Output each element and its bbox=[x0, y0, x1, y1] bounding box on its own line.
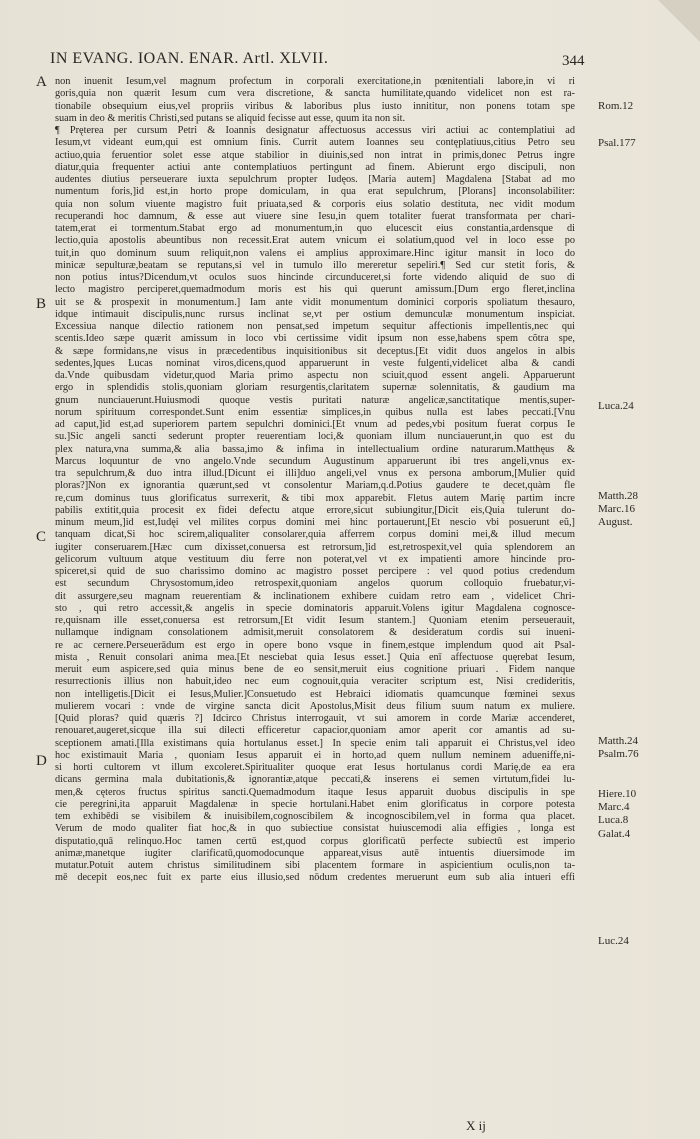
text-line: disputatio,quā relinquo.Hoc tamen certū est,quod corpus glorificatū perfecte subiectū est imperio bbox=[55, 835, 575, 847]
text-line: tem exhibēdi se visibilem & inuisibilem,cognoscibilem & incognoscibilem,vel in forma qua placet. bbox=[55, 811, 575, 822]
margin-ref-psalm: Psal.177 bbox=[598, 137, 636, 149]
text-line: Iesum,vt videant eum,qui est omnium finis. Currit autem Ioannes seu contęplatiuus,citius Petro seu bbox=[55, 137, 575, 149]
text-line: ploras?]Non ex ignorantia quærunt,sed vt consolentur Mariam,q.d.Potius gaudere te decet,quàm fle bbox=[55, 480, 575, 492]
text-line: lecto magistro perciperet,quemadmodum moris est his qui querunt amissum.[Dum ergo fleret,inclina bbox=[55, 284, 575, 296]
text-line: su.]Sic angeli sancti sederunt propter reuerentiam loci,& quoniam illum nunciauerunt,in quo est du bbox=[55, 431, 575, 443]
text-line: est secundum Chrysostomum,ideo retrospexit,quoniam angelos quorum colloquio fruebatur,vi- bbox=[55, 578, 575, 590]
folded-corner bbox=[658, 0, 700, 42]
running-title: IN EVANG. IOAN. ENAR. Artl. XLVII. bbox=[50, 50, 329, 67]
text-line: mulierem vocari : vnde de virgine sancta dicit Apostolus,Misit deus filium suum natum ex muliere. bbox=[55, 700, 575, 712]
text-line: diatur,quia frequenter actiui ante contemplatiuos pertingunt ad finem. Abierunt ergo discipuli, non bbox=[55, 161, 575, 173]
margin-ref-mark: Marc.16 bbox=[598, 503, 635, 515]
margin-ref-jeremiah: Hiere.10 bbox=[598, 788, 637, 800]
text-line: goris,quia non quærit Iesum cum vera discretione, & sancta humilitate,quando videlicet non est ra- bbox=[55, 88, 575, 100]
text-line: dit assurgere,seu magnam reuerentiam & inclinationem exhibere cuidam retro eam , videlicet Chri- bbox=[55, 590, 575, 602]
text-line: plex natura,vna summa,& alia bassa,imo & infima in intellectualium ordine naturarum.Matthęus & bbox=[55, 443, 575, 455]
text-line: gnum nunciauerunt.Huiusmodi quoque vestis puritati naturæ angelicæ,sanctitatique mentis,super- bbox=[55, 394, 575, 406]
text-line: actiuo,quia feruentior solet esse atque stabilior in diuinis,sed non intrat in primis,donec Petrus ingre bbox=[55, 149, 575, 161]
text-line: sceptionem amati.[Illa existimans quia hortulanus esset.] In specie enim tali apparuit ei Christus,vel ideo bbox=[55, 737, 575, 749]
section-letter-c: C bbox=[36, 529, 47, 545]
margin-ref-romans: Rom.12 bbox=[598, 100, 634, 112]
signature-mark: X ij bbox=[466, 1118, 486, 1133]
text-line: tuit,in quo dominum suum reliquit,non valens ei amplius approximare.Hinc igitur mansit in loco do bbox=[55, 247, 575, 259]
text-line: scentis.Ideo sæpe quærit amissum in loco vbi certissime vidit ipsum non esse,habens spem cõtra spe, bbox=[55, 333, 575, 345]
text-line: renouaret,augeret,sicque illa sui dilecti efficeretur capacior,quoniam amor aperit cor amantis ad su- bbox=[55, 725, 575, 737]
text-line: idque intimauit discipulis,nunc rursus inclinat se,vt per ostium demunculæ monumentum inspiciat. bbox=[55, 308, 575, 320]
text-line: minicæ sepulturæ,beatam se reputans,si vel in tumulo illo mereretur sepeliri.¶ Sed cur stetit foris, & bbox=[55, 259, 575, 271]
margin-ref-matthew-24: Matth.24 bbox=[598, 735, 639, 747]
text-line: numentum foris,]id est,in horto prope domiculam, in qua erat sepulchrum, [Plorans] inconsolabiliter: bbox=[55, 186, 575, 198]
text-line: cie peregrini,ita apparuit Magdalenæ in specie hortulani.Habet enim glorificatus in corpore potesta bbox=[55, 798, 575, 810]
text-line: hoc existimauit Maria , quoniam Iesus apparuit ei in horto,ad quem nullum neminem adueniffe,ni- bbox=[55, 749, 575, 761]
margin-ref-luke: Luca.24 bbox=[598, 400, 634, 412]
text-line: Verum de modo qualiter fiat hoc,& in quo subiectiue consistat huiuscemodi alia effigies , longa est bbox=[55, 823, 575, 835]
text-line: [Quid ploras? quid quæris ?] Idcirco Christus interrogauit, vt sui amorem in corde Mariæ accenderet, bbox=[55, 713, 575, 724]
margin-ref-mark-4: Marc.4 bbox=[598, 801, 630, 813]
text-line: minum meum,]id est,Iudęi vel milites corpus domini mei hinc portauerunt,[Et nescio vbi posuerunt eũ,] bbox=[55, 517, 575, 528]
text-line: re,quisnam ille esset,conuersa est retrorsum,[Et vidit Iesum stantem.] Quoniam etenim perseuerauit, bbox=[55, 615, 575, 626]
margin-ref-augustine: August. bbox=[598, 516, 633, 528]
text-line: & sæpe formidans,ne visus in præcedentibus inquisitionibus sit deceptus.[Et vidit duos angelos in albis bbox=[55, 345, 575, 357]
text-line: sedentes,]ques Lucas nominat viros,dicens,quod apparuerunt in veste fulgenti,videlicet alba & candi bbox=[55, 357, 575, 369]
text-line: nullamque indignam consolationem admisit,meruit consolatorem & desideratum cordis sui inueni- bbox=[55, 627, 575, 639]
section-letter-a: A bbox=[36, 74, 47, 90]
running-head bbox=[50, 50, 650, 72]
commentary-text bbox=[55, 76, 575, 885]
text-line: mē decepit eos,nec fuit ex parte eius illusio,sed nōdum credentes meruerunt eum sub alia intueri effi bbox=[55, 872, 575, 884]
margin-ref-psalm-76: Psalm.76 bbox=[598, 748, 639, 760]
text-line: tra sepulchrum,& duo intra illud.[Dicunt ei illi]duo angeli,vel vnus ex persona amborum,[Mulier quid bbox=[55, 468, 575, 479]
text-line: iugiter conseruarem.[Hæc cum dixisset,conuersa est retrorsum,]id est,retrospexit,vel quia splendorem an bbox=[55, 541, 575, 553]
text-line: gelicorum vultuum atque vestituum diu ferre non poterat,vel vt ex impatienti amore hincinde pro- bbox=[55, 553, 575, 565]
text-line: ergo in splendidis stolis,quoniam gloriam resurgentis,claritatem supernæ solennitatis, & gaudium ma bbox=[55, 382, 575, 394]
page-number: 344 bbox=[562, 53, 585, 69]
text-line: recuperandi hoc damnum, & esse aut viuere sine Iesu,in quem totaliter fuerat transformata per chari- bbox=[55, 210, 575, 222]
margin-ref-galatians: Galat.4 bbox=[598, 828, 631, 840]
text-line: suam in deo & meritis Christi,sed putans se aliquid fecisse aut esse, quum ita non sit. bbox=[55, 112, 406, 124]
text-line: quia non solum viuente magistro fuit priuata,sed & corporis eius solatio destituta, nec vidit modum bbox=[55, 198, 575, 210]
text-line: men,& cęteros fructus spiritus sancti.Quemadmodum itaque Iesus apparuit duobus discipulis in spe bbox=[55, 786, 575, 798]
text-line: tatem,erat ei tormentum.Stabat ergo ad monumentum,in quo elucescit eius constantia,ardensque di bbox=[55, 223, 575, 234]
text-line: ¶ Pręterea per cursum Petri & Ioannis designatur affectuosus accessus viri actiui ac contemplatiui ad bbox=[55, 125, 575, 136]
text-line: da.Vnde quibusdam videtur,quod Maria primo aspectu non sciuit,quod essent angeli. Apparuerunt bbox=[55, 370, 575, 381]
text-line: non potius intus?Dicendum,vt oculos suos hincinde circunduceret,si forte videndo aliquid de suo di bbox=[55, 272, 575, 283]
margin-ref-matthew: Matth.28 bbox=[598, 490, 639, 502]
text-line: Excessiua nanque dilectio rationem non pensat,sed impetum sequitur affectionis impellentis,nec qui bbox=[55, 321, 575, 332]
margin-ref-luke-24: Luc.24 bbox=[598, 935, 629, 947]
text-line: meruit eum aspicere,sed quia minus bene de eo sensit,meruit eius cognitione priuari . Fidem nanque bbox=[55, 664, 575, 675]
text-line: pabilis extitit,quia procesit ex fidei defectu atque errore,sicut subiungitur,[Dicit eis,Quia tulerunt do- bbox=[55, 504, 575, 516]
text-line: mutatur.Potuit autem christus similitudinem sibi placentem formare in aspicientium oculis,non ta- bbox=[55, 860, 575, 871]
text-line: dicans germina mala dubitationis,& ignorantiæ,atque peccati,& inserens ei semen virtutum,fidei lu- bbox=[55, 774, 575, 786]
text-line: audentes diutius perseuerare iuxta sepulchrum propter Iudęos. [Maria autem] Magdalena [Stabat ad mo bbox=[55, 174, 575, 185]
text-line: spiceret,si quid de suo charissimo domino ac magistro posset percipere : vel quod potius credendum bbox=[55, 566, 575, 577]
text-line: non intelligetis.[Dicit ei Iesus,Mulier.]Consuetudo est Hebraici idiomatis quamcunque fœminei sexus bbox=[55, 688, 575, 700]
text-line: mista , Renuit consolari anima mea.[Et nesciebat quia Iesus esset.] Quia enī affectuose quęrebat Iesum, bbox=[55, 651, 575, 663]
margin-ref-luke-8: Luca.8 bbox=[598, 814, 629, 826]
text-line: si horti cultorem vt illum excoleret.Spiritualiter quoque erat Iesus hortulanus cordi Marię,de ea era bbox=[55, 762, 575, 773]
text-line: re,cum dominus tuus glorificatus surrexerit, & tibi mox apparebit. Fletus autem Marię partim incre bbox=[55, 492, 575, 504]
text-line: resurrectionis illius non habuit,ideo nec eum cognouit,quia veraciter scriptum est, Nisi credideritis, bbox=[55, 676, 575, 688]
text-line: ad caput,]id est,ad superiorem partem sepulchri dominici.[Et vnum ad pedes,vbi positum fuerat corpus Ie bbox=[55, 419, 575, 430]
text-line: Marcus loquuntur de vno angelo.Vnde secundum Augustinum apparuerunt ibi tres angeli,vnus ex- bbox=[55, 455, 575, 467]
text-line: tionabile obsequium eius,vel propriis viribus & laboribus plus iusto innititur, non ponens totam spe bbox=[55, 100, 575, 112]
text-line: lectio,quia apostolis abeuntibus non recessit.Erat autem vnicum ei solatium,quod vel in loco esse po bbox=[55, 235, 575, 247]
text-line: tanquam dicat,Si hoc scirem,aliqualiter consolarer,quia afferrem corpus domini mei,& illud mecum bbox=[55, 529, 575, 541]
section-letter-d: D bbox=[36, 753, 47, 769]
text-line: re ac cernere.Perseuerādum est ergo in opere bono vsque in finem,estque implendum quod ait Psal- bbox=[55, 639, 575, 651]
text-line: norum spirituum correspondet.Sunt enim essentiæ simplices,in quibus nulla est labes peccati.[Vnu bbox=[55, 406, 575, 418]
text-line: animæ,manetque iugiter clarificatū,quomodocunque appareat,visus autē intuentis diuersimode im bbox=[55, 847, 575, 859]
text-line: non inuenit Iesum,vel magnum profectum in corporali exercitatione,in pœnitentiali labore,in vi ri bbox=[55, 76, 575, 87]
text-line: uit se & prospexit in monumentum.] Iam ante vidit monumentum dominici corporis spoliatum thesauro, bbox=[55, 296, 575, 308]
section-letter-b: B bbox=[36, 296, 47, 312]
text-line: sto , qui retro accessit,& angelis in specie dominatoris apparuit.Volens igitur Magdalena cognosce- bbox=[55, 602, 575, 614]
